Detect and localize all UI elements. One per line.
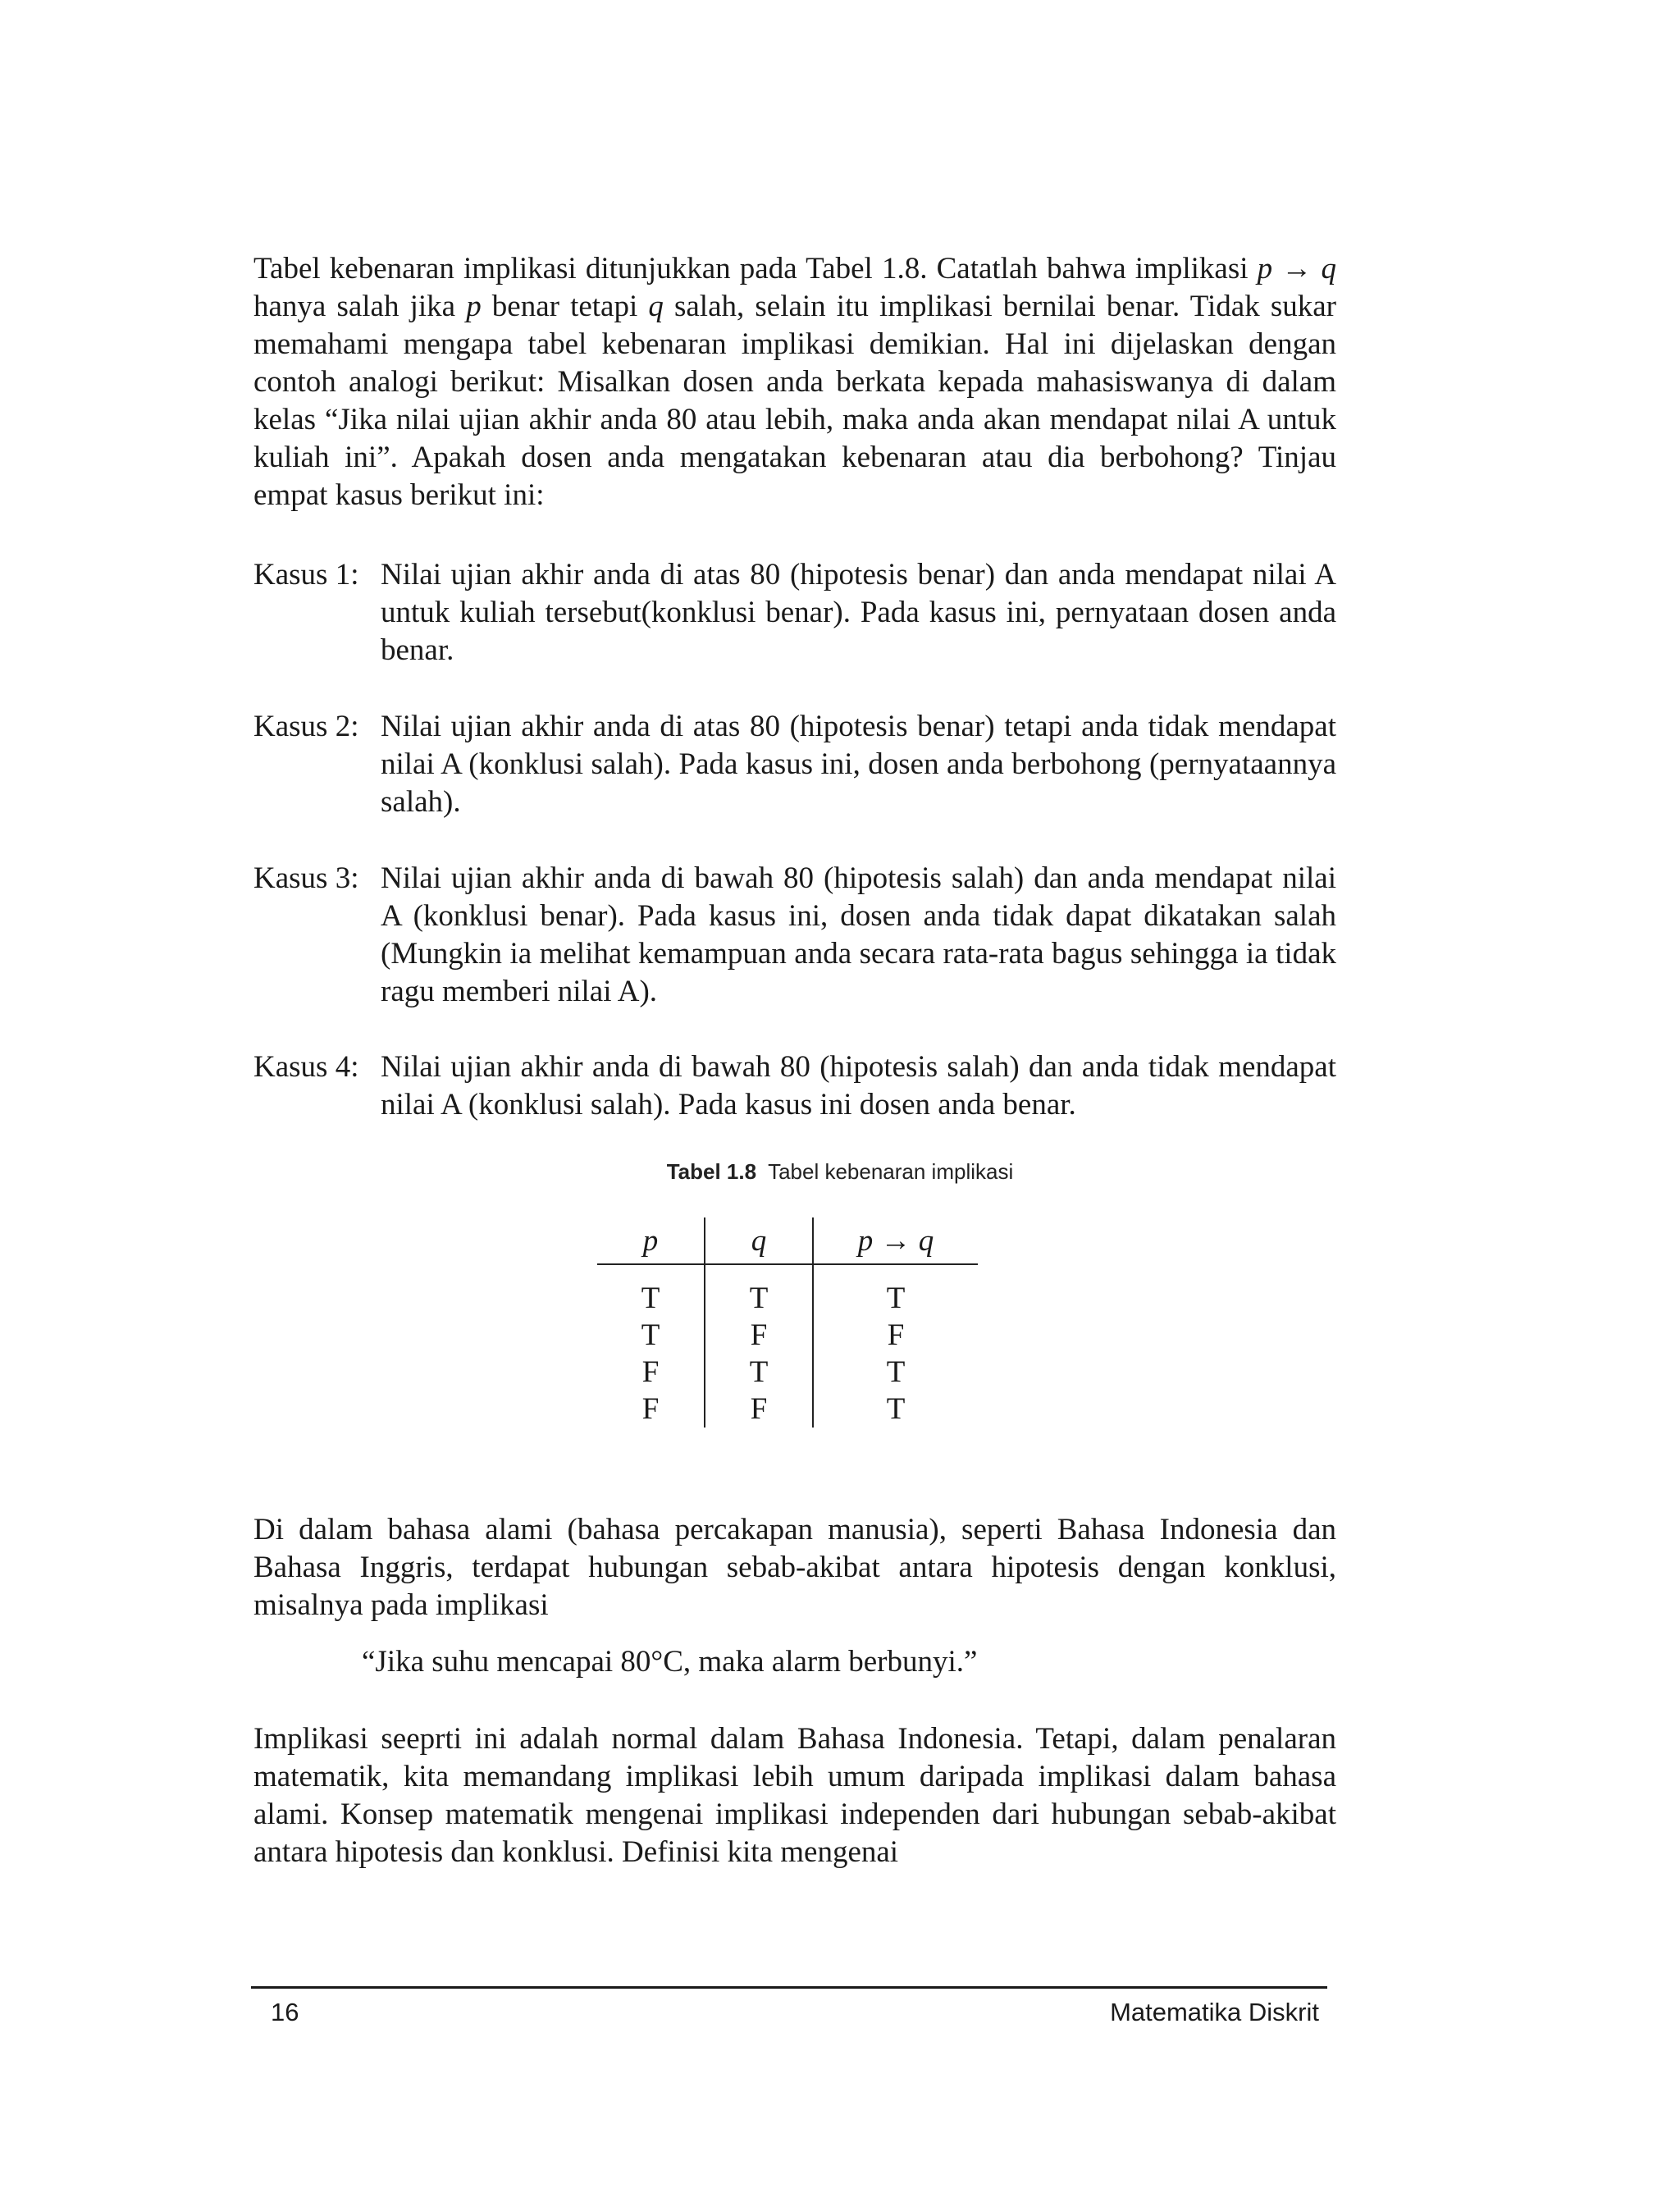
case-label: Kasus 2: (253, 710, 359, 743)
case-text: Nilai ujian akhir anda di atas 80 (hipotesis benar) tetapi anda tidak mendapat nilai A (konklusi salah). Pada kasus ini, dosen anda berbohong (pernyataannya salah). (381, 710, 1336, 819)
case-text: Nilai ujian akhir anda di bawah 80 (hipotesis salah) dan anda tidak mendapat nilai A (konklusi salah). Pada kasus ini dosen anda benar. (381, 1050, 1336, 1121)
cell-p: F (641, 1355, 660, 1389)
cell-q: T (705, 1280, 813, 1317)
intro-text-2: hanya salah jika (253, 290, 467, 323)
paragraph-2: Di dalam bahasa alami (bahasa percakapan manusia), seperti Bahasa Indonesia dan Bahasa Inggris, terdapat hubungan sebab-akibat antara hipotesis dengan konklusi, misalnya pada implikasi (253, 1513, 1336, 1622)
cell-q: F (705, 1391, 813, 1428)
cell-p: T (641, 1281, 660, 1315)
intro-text-4: salah, selain itu implikasi bernilai benar. Tidak sukar memahami mengapa tabel kebenaran implikasi demikian. Hal ini dijelaskan dengan contoh analogi berikut: Misalkan dosen anda berkata kepada mahasiswanya di dalam kelas “Jika nilai ujian akhir anda 80 atau lebih, maka anda akan mendapat nilai A untuk kuliah ini”. Apakah dosen anda mengatakan kebenaran atau dia berbohong? Tinjau empat kasus berikut ini: (253, 290, 1336, 512)
cell-result: T (813, 1391, 978, 1428)
implies-arrow: → (1272, 252, 1322, 286)
intro-paragraph (253, 250, 1336, 514)
table-caption (0, 1159, 1680, 1185)
case-1 (253, 556, 1336, 669)
cell-result: F (813, 1317, 978, 1354)
case-text: Nilai ujian akhir anda di atas 80 (hipotesis benar) dan anda mendapat nilai A untuk kuliah tersebut(konklusi benar). Pada kasus ini, pernyataan dosen anda benar. (381, 558, 1336, 667)
header-q: q (705, 1217, 813, 1264)
cell-q: F (705, 1317, 813, 1354)
cell-q: T (705, 1354, 813, 1391)
table-header-row (597, 1217, 978, 1264)
footer-divider (251, 1986, 1327, 1989)
var-p: p (466, 290, 482, 323)
header-p-implies-q: p → q (813, 1217, 978, 1264)
var-p: p (1257, 252, 1273, 286)
case-4 (253, 1048, 1336, 1124)
table-row (597, 1391, 978, 1428)
cell-result: T (813, 1354, 978, 1391)
table-row (597, 1317, 978, 1354)
truth-table (597, 1217, 978, 1428)
header-p: p (597, 1217, 705, 1264)
intro-text-1: Tabel kebenaran implikasi ditunjukkan pada Tabel 1.8. Catatlah bahwa implikasi (253, 252, 1258, 286)
var-q: q (648, 290, 664, 323)
case-label: Kasus 4: (253, 1050, 359, 1084)
table-caption-label: Tabel 1.8 (666, 1159, 757, 1184)
cell-result: T (813, 1280, 978, 1317)
page-number: 16 (271, 1998, 299, 2026)
paragraph-3: Implikasi seeprti ini adalah normal dalam Bahasa Indonesia. Tetapi, dalam penalaran matematik, kita memandang implikasi lebih umum daripada implikasi dalam bahasa alami. Konsep matematik mengenai implikasi independen dari hubungan sebab-akibat antara hipotesis dan konklusi. Definisi kita mengenai (253, 1722, 1336, 1869)
cell-p: T (641, 1318, 660, 1352)
table-row (597, 1280, 978, 1317)
table-caption-text: Tabel kebenaran implikasi (768, 1159, 1014, 1184)
case-text: Nilai ujian akhir anda di bawah 80 (hipotesis salah) dan anda mendapat nilai A (konklusi benar). Pada kasus ini, dosen anda tidak dapat dikatakan salah (Mungkin ia melihat kemampuan anda secara rata-rata bagus sehingga ia tidak ragu memberi nilai A). (381, 861, 1336, 1008)
case-2 (253, 708, 1336, 821)
case-label: Kasus 1: (253, 558, 359, 592)
var-q: q (1321, 252, 1336, 286)
intro-text-3: benar tetapi (481, 290, 649, 323)
case-3 (253, 860, 1336, 1011)
cell-p: F (641, 1392, 660, 1426)
quote: “Jika suhu mencapai 80°C, maka alarm berbunyi.” (362, 1645, 978, 1679)
table-row (597, 1354, 978, 1391)
book-title: Matematika Diskrit (1110, 1998, 1319, 2026)
case-label: Kasus 3: (253, 861, 359, 895)
